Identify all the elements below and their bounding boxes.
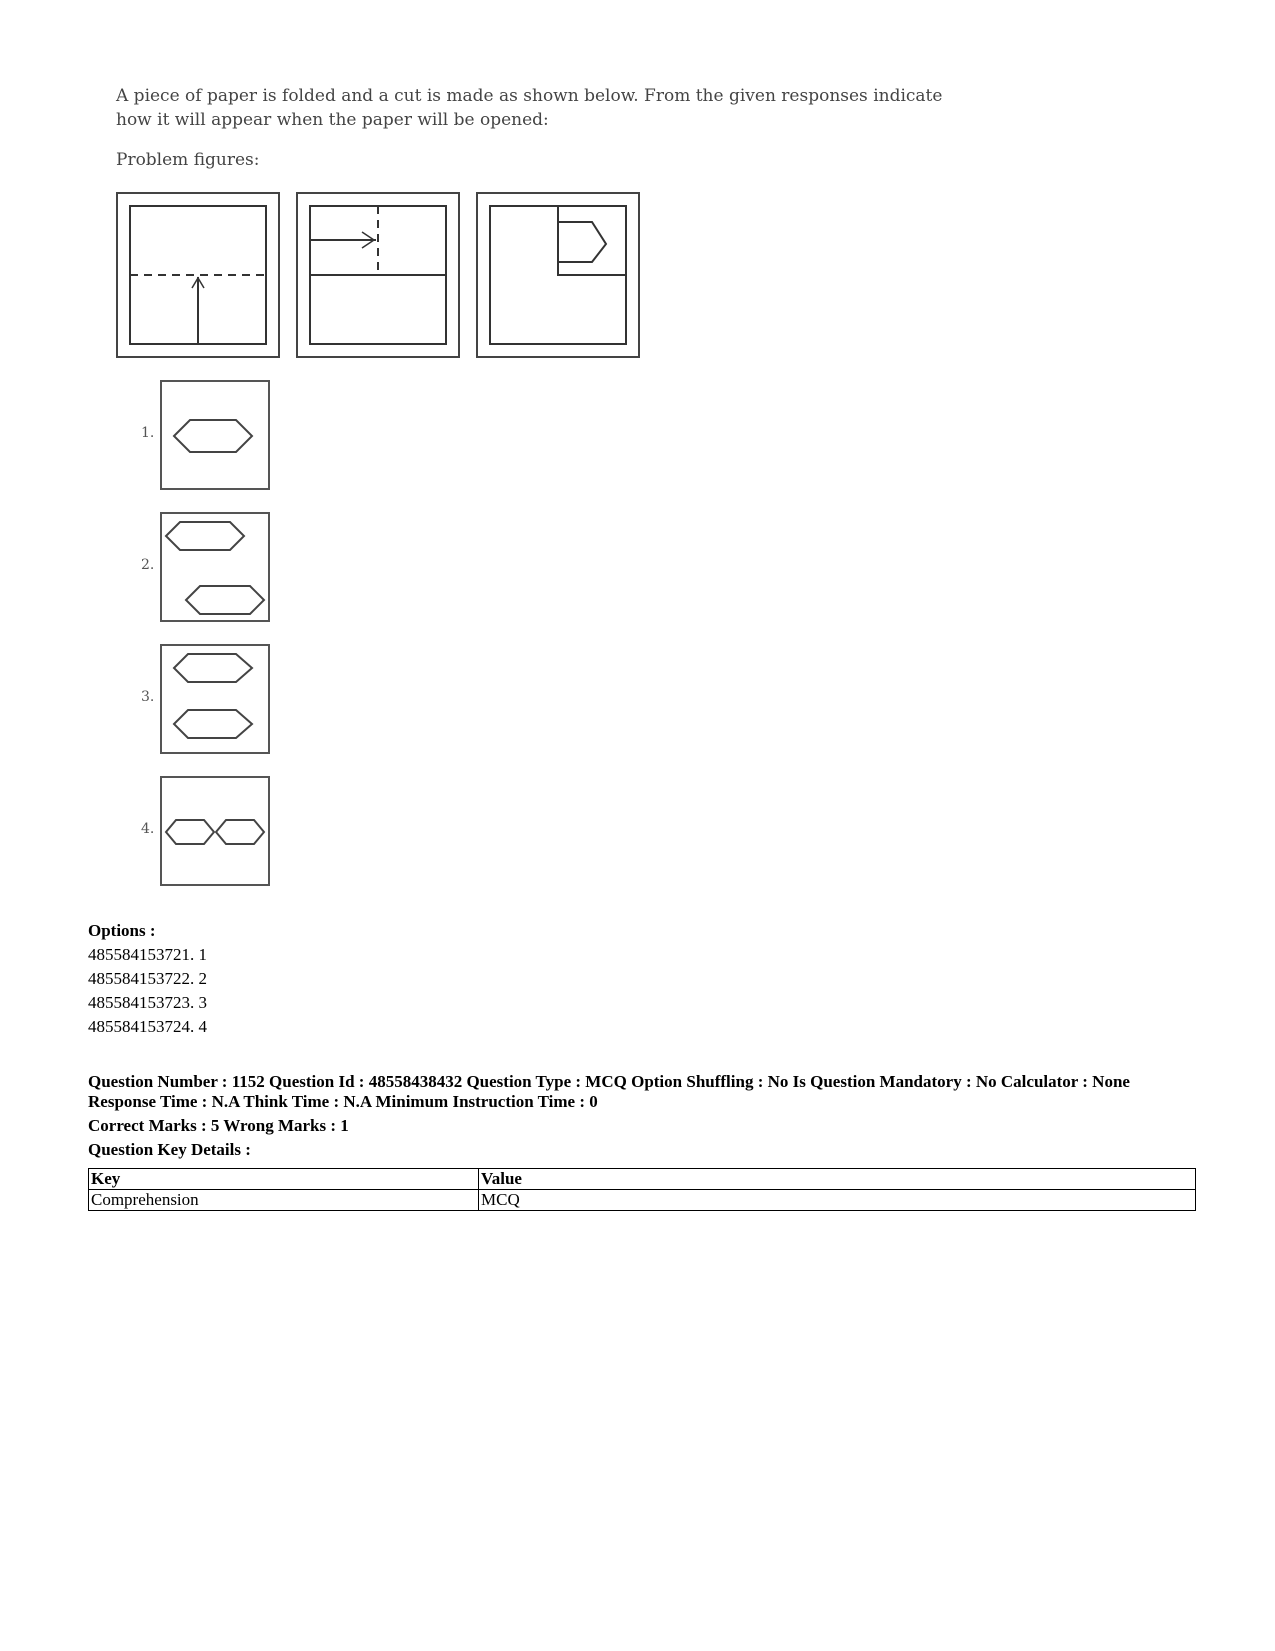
question-marks: Correct Marks : 5 Wrong Marks : 1	[88, 1116, 349, 1135]
answer-figure-1-number: 1.	[141, 425, 155, 441]
table-cell-value: MCQ	[479, 1190, 1196, 1211]
answer-figure-4-number: 4.	[141, 821, 155, 837]
question-key-details-label: Question Key Details :	[88, 1140, 251, 1159]
answer-figure-2	[160, 512, 272, 629]
table-row	[89, 1190, 1196, 1211]
problem-figure-1	[116, 192, 280, 358]
answer-figure-1	[160, 380, 272, 497]
problem-figure-2	[296, 192, 460, 358]
option-3: 485584153723. 3	[88, 993, 207, 1012]
question-meta-line-1: Question Number : 1152 Question Id : 48558438432 Question Type : MCQ Option Shuffling : No Is Question Mandatory : No Calculator : None	[88, 1072, 1130, 1091]
table-cell-key: Comprehension	[89, 1190, 479, 1211]
problem-figures-label: Problem figures:	[116, 150, 260, 170]
table-header-row	[89, 1169, 1196, 1190]
answer-figure-3	[160, 644, 272, 761]
option-1: 485584153721. 1	[88, 945, 207, 964]
answer-figure-3-number: 3.	[141, 689, 155, 705]
answer-figure-2-number: 2.	[141, 557, 155, 573]
problem-figure-3	[476, 192, 640, 358]
options-heading: Options :	[88, 921, 156, 940]
key-details-table	[88, 1168, 1196, 1211]
table-header-value: Value	[479, 1169, 1196, 1190]
question-text: A piece of paper is folded and a cut is made as shown below. From the given responses indicate how it will appear when the paper will be opened:	[116, 86, 943, 130]
question-meta-line-2: Response Time : N.A Think Time : N.A Minimum Instruction Time : 0	[88, 1092, 598, 1111]
answer-figure-4	[160, 776, 272, 893]
option-4: 485584153724. 4	[88, 1017, 207, 1036]
option-2: 485584153722. 2	[88, 969, 207, 988]
table-header-key: Key	[89, 1169, 479, 1190]
